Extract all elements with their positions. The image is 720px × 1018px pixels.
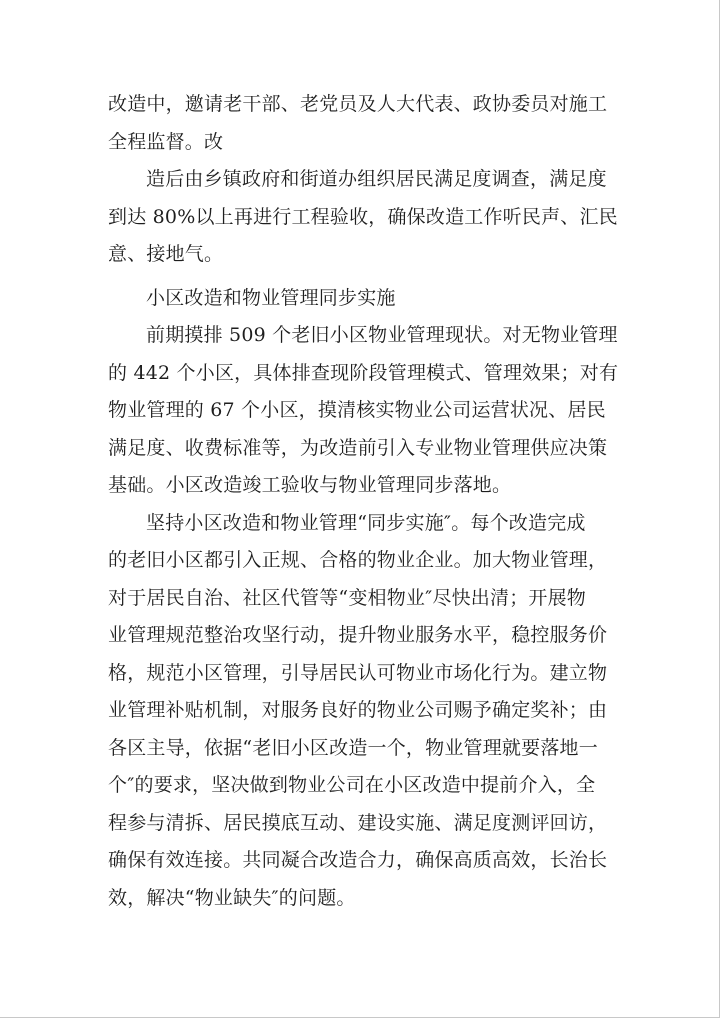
text-line: 格，规范小区管理，引导居民认可物业市场化行为。建立物 <box>108 662 608 684</box>
text-line: 各区主导，依据“老旧小区改造一个，物业管理就要落地一 <box>108 737 598 759</box>
text-line: 坚持小区改造和物业管理“同步实施″。每个改造完成 <box>146 512 586 534</box>
text-line: 基础。小区改造竣工验收与物业管理同步落地。 <box>108 474 512 496</box>
text-line: 确保有效连接。共同凝合改造合力，确保高质高效，长治长 <box>108 849 608 871</box>
text-line: 的老旧小区都引入正规、合格的物业企业。加大物业管理， <box>108 549 608 571</box>
text-line: 对于居民自治、社区代管等“变相物业″尽快出清；开展物 <box>108 587 587 609</box>
section-heading: 小区改造和物业管理同步实施 <box>146 287 396 309</box>
text-line: 全程监督。改 <box>108 131 224 153</box>
text-line: 程参与清拆、居民摸底互动、建设实施、满足度测评回访， <box>108 812 608 834</box>
text-line: 的 442 个小区，具体排查现阶段管理模式、管理效果；对有 <box>108 362 619 384</box>
text-line: 造后由乡镇政府和街道办组织居民满足度调查，满足度 <box>146 168 607 190</box>
text-line: 效，解决“物业缺失″的问题。 <box>108 887 356 909</box>
text-line: 改造中，邀请老干部、老党员及人大代表、政协委员对施工 <box>108 93 608 115</box>
text-line: 满足度、收费标准等，为改造前引入专业物业管理供应决策 <box>108 437 608 459</box>
text-line: 业管理补贴机制，对服务良好的物业公司赐予确定奖补；由 <box>108 699 608 721</box>
text-line: 物业管理的 67 个小区，摸清核实物业公司运营状况、居民 <box>108 399 606 421</box>
text-line: 业管理规范整治攻坚行动，提升物业服务水平，稳控服务价 <box>108 624 608 646</box>
text-line: 到达 80%以上再进行工程验收，确保改造工作听民声、汇民 <box>108 206 618 228</box>
text-line: 前期摸排 509 个老旧小区物业管理现状。对无物业管理 <box>146 324 618 346</box>
text-line: 个″的要求，坚决做到物业公司在小区改造中提前介入，全 <box>108 774 596 796</box>
text-line: 意、接地气。 <box>108 243 224 265</box>
